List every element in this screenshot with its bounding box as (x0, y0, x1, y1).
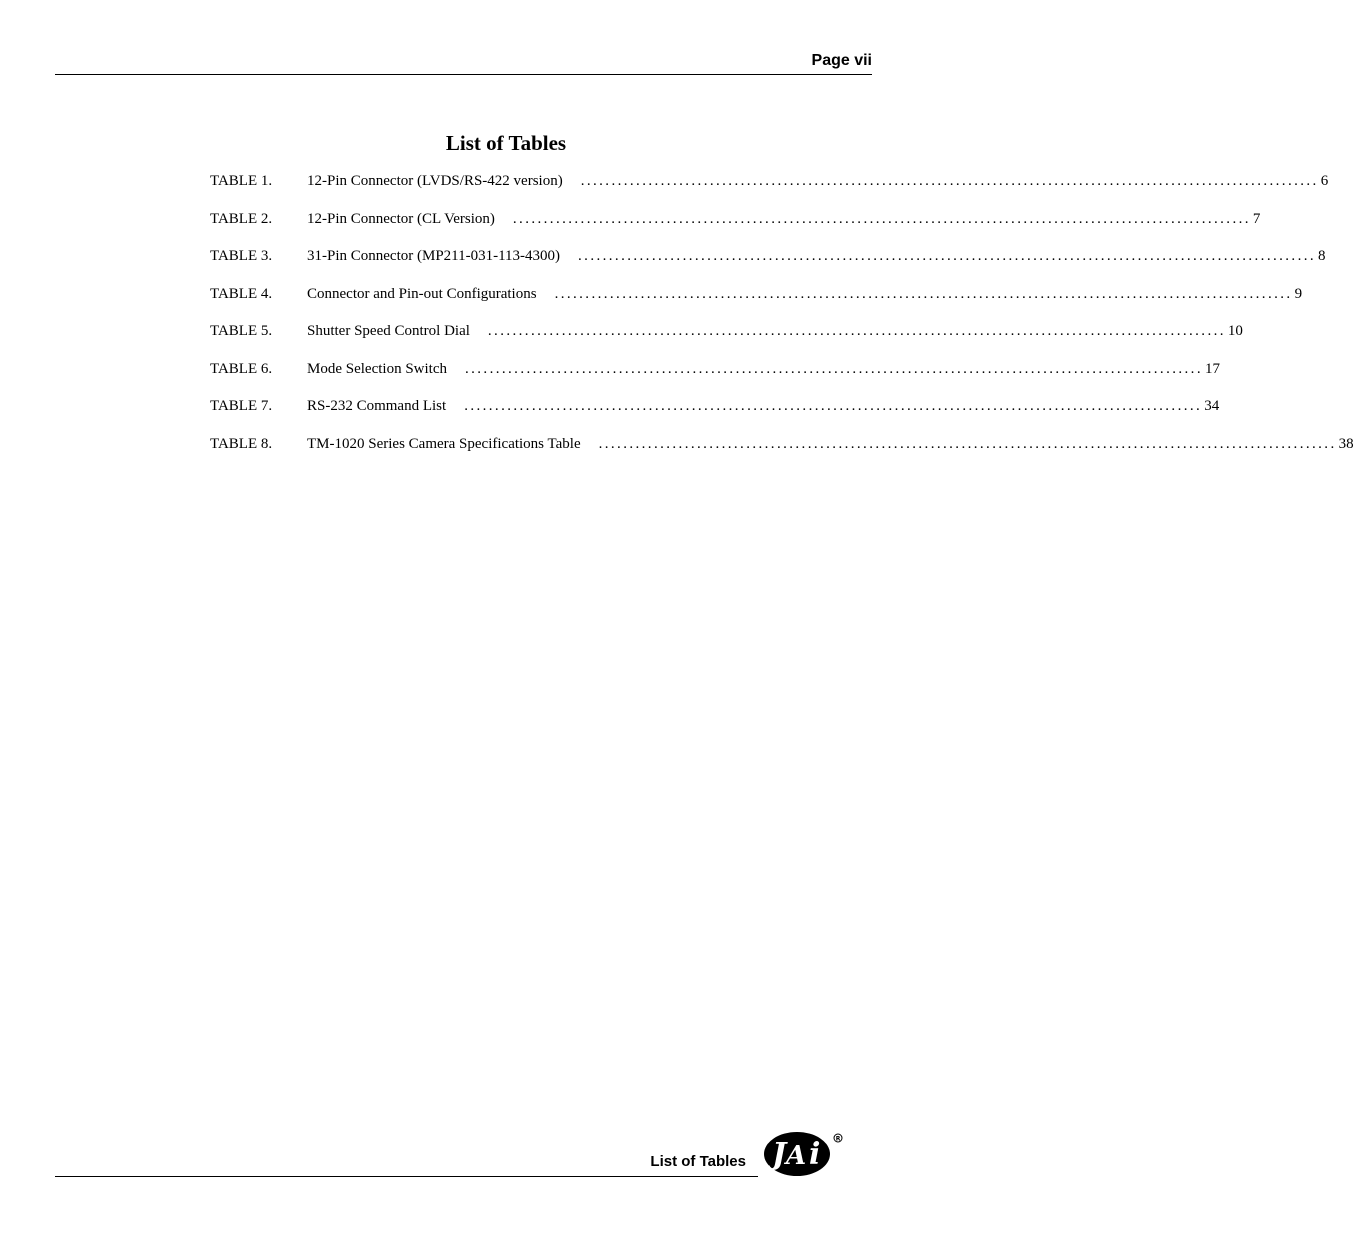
toc-entry-page: 6 (1320, 173, 1329, 189)
toc-entry[interactable] (210, 360, 1220, 399)
toc-list (210, 173, 1354, 473)
toc-entry-name: 31-Pin Connector (MP211-031-113-4300) (307, 248, 561, 264)
page-header-label: Page vii (811, 52, 872, 69)
toc-entry-number: TABLE 6. (210, 360, 273, 377)
footer-rule (55, 1176, 758, 1177)
leader-dots: ........................................................................................................................ (464, 398, 1203, 414)
toc-entry-page: 17 (1204, 360, 1220, 377)
toc-entry-page: 38 (1338, 435, 1354, 452)
toc-entry-name: Connector and Pin-out Configurations (307, 285, 537, 302)
footer-section-label: List of Tables (650, 1153, 746, 1170)
toc-entry-page: 34 (1204, 398, 1220, 414)
toc-entry-page: 7 (1252, 210, 1261, 227)
leader-dots: ........................................................................................................................ (554, 285, 1293, 302)
toc-entry-number: TABLE 1. (210, 173, 273, 189)
leader-dots: ........................................................................................................................ (580, 173, 1319, 189)
registered-mark: R (835, 1135, 841, 1143)
toc-entry-name: 12-Pin Connector (LVDS/RS-422 version) (307, 173, 563, 189)
leader-dots: ........................................................................................................................ (512, 210, 1251, 227)
toc-entry[interactable] (210, 435, 1354, 474)
toc-entry-number: TABLE 3. (210, 248, 273, 264)
toc-entry-name: TM-1020 Series Camera Specifications Table (307, 435, 581, 452)
toc-entry-name: Shutter Speed Control Dial (307, 323, 470, 339)
toc-entry[interactable] (210, 323, 1243, 361)
header-rule (55, 74, 872, 75)
leader-dots: ........................................................................................................................ (464, 360, 1203, 377)
toc-entry[interactable] (210, 210, 1261, 249)
toc-entry-number: TABLE 8. (210, 435, 273, 452)
toc-entry-number: TABLE 5. (210, 323, 273, 339)
leader-dots: ........................................................................................................................ (487, 323, 1226, 339)
toc-entry[interactable] (210, 398, 1220, 436)
toc-entry-name: Mode Selection Switch (307, 360, 447, 377)
toc-entry-number: TABLE 4. (210, 285, 273, 302)
jai-logo (762, 1128, 846, 1180)
toc-entry-number: TABLE 7. (210, 398, 273, 414)
toc-entry-page: 9 (1294, 285, 1303, 302)
toc-entry-name: RS-232 Command List (307, 398, 447, 414)
toc-entry-number: TABLE 2. (210, 210, 273, 227)
logo-letter-i: i (809, 1137, 821, 1172)
logo-letter-a: A (786, 1141, 807, 1171)
toc-entry-name: 12-Pin Connector (CL Version) (307, 210, 495, 227)
toc-entry[interactable] (210, 248, 1326, 286)
toc-entry-page: 10 (1227, 323, 1243, 339)
leader-dots: ........................................................................................................................ (578, 248, 1317, 264)
toc-entry[interactable] (210, 173, 1329, 211)
toc-entry[interactable] (210, 285, 1303, 324)
leader-dots: ........................................................................................................................ (598, 435, 1337, 452)
page-title: List of Tables (445, 131, 567, 155)
logo-letter-j: J (772, 1137, 787, 1172)
toc-entry-page: 8 (1318, 248, 1326, 264)
